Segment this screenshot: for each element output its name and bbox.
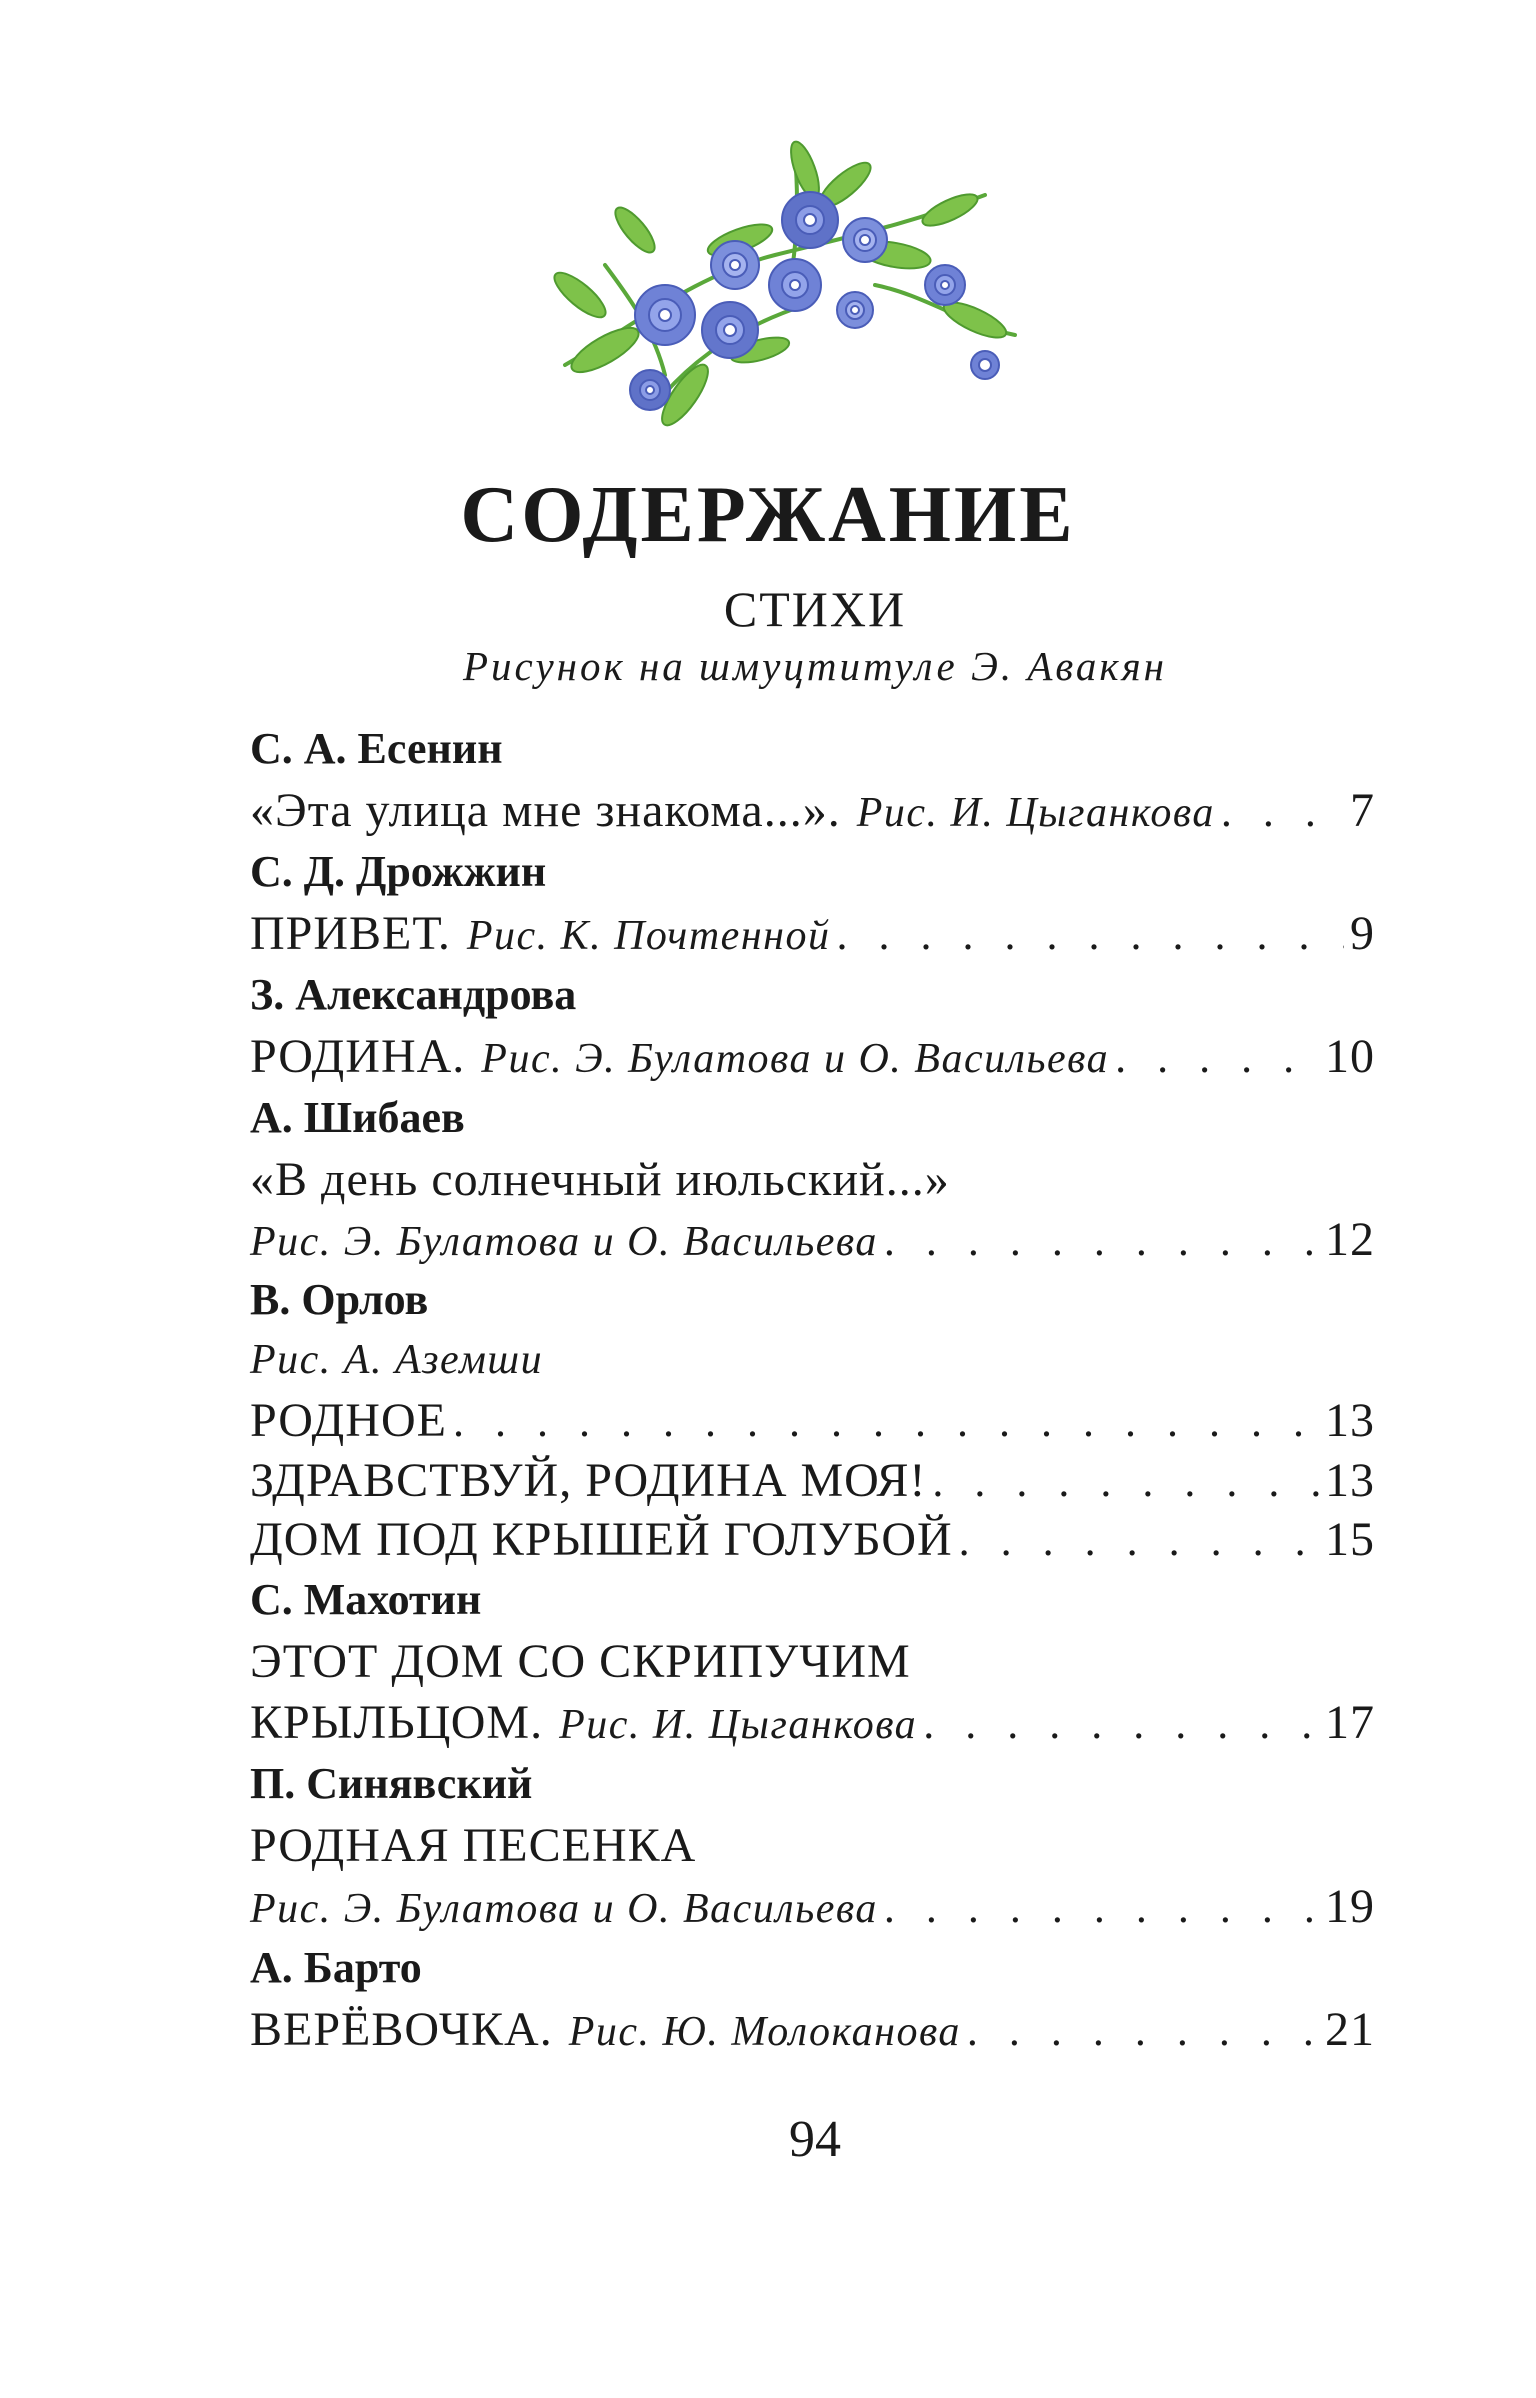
toc-leader-dots bbox=[932, 1452, 1319, 1511]
toc-entry bbox=[250, 1149, 1375, 1210]
toc-leader-dots bbox=[884, 1211, 1319, 1270]
toc-page-number: 7 bbox=[1350, 784, 1375, 837]
toc-leader-dots bbox=[923, 1693, 1319, 1754]
forget-me-not-flowers-icon bbox=[545, 135, 1035, 445]
toc-entry bbox=[250, 1331, 1375, 1390]
toc-entry-credit: Рис. Э. Булатова и О. Васильева bbox=[250, 1886, 878, 1932]
toc-entry bbox=[250, 1876, 1375, 1937]
toc-entry-credit: Рис. Э. Булатова и О. Васильева bbox=[481, 1036, 1110, 1082]
toc-entry bbox=[250, 1210, 1375, 1269]
toc-entry bbox=[250, 1692, 1375, 1753]
toc-entry-title: «В день солнечный июльский...» bbox=[250, 1153, 950, 1206]
toc-page-number: 9 bbox=[1350, 907, 1375, 960]
toc-leader-dots bbox=[1221, 781, 1344, 842]
toc-entry-title: РОДИНА. bbox=[250, 1030, 466, 1083]
toc-page-number: 10 bbox=[1325, 1030, 1375, 1083]
toc-entry-credit: Рис. Ю. Молоканова bbox=[568, 2009, 961, 2055]
toc-entry bbox=[250, 1451, 1375, 1510]
toc-entry bbox=[250, 1026, 1375, 1087]
toc-entry bbox=[250, 1390, 1375, 1451]
toc-entry bbox=[250, 1815, 1375, 1876]
toc-entry-credit: Рис. И. Цыганкова bbox=[856, 790, 1215, 836]
page-number: 94 bbox=[789, 2111, 841, 2168]
toc-entry-credit: Рис. И. Цыганкова bbox=[559, 1702, 918, 1748]
toc-leader-dots bbox=[837, 904, 1345, 965]
toc-entry-title: КРЫЛЬЦОМ. bbox=[250, 1696, 544, 1749]
toc-entry bbox=[250, 903, 1375, 964]
toc-entry bbox=[250, 1631, 1375, 1692]
toc-page-number: 17 bbox=[1325, 1696, 1375, 1749]
toc-page-number: 19 bbox=[1325, 1880, 1375, 1933]
toc-leader-dots bbox=[1115, 1027, 1319, 1088]
toc-leader-dots bbox=[967, 2000, 1319, 2061]
toc-page-number: 13 bbox=[1325, 1454, 1375, 1507]
toc-author: З. Александрова bbox=[250, 970, 577, 1019]
page-title: СОДЕРЖАНИЕ bbox=[460, 471, 1076, 559]
toc-leader-dots bbox=[959, 1511, 1319, 1570]
toc-entry-title: ПРИВЕТ. bbox=[250, 907, 451, 960]
toc-author: П. Синявский bbox=[250, 1759, 533, 1808]
toc-entry-title: «Эта улица мне знакома...». bbox=[250, 784, 841, 837]
toc-entry-title: РОДНОЕ bbox=[250, 1394, 447, 1447]
toc-page-number: 12 bbox=[1325, 1213, 1375, 1266]
toc-author: В. Орлов bbox=[250, 1275, 429, 1324]
toc-entry bbox=[250, 1999, 1375, 2060]
table-of-contents bbox=[250, 718, 1375, 2060]
toc-page-number: 13 bbox=[1325, 1394, 1375, 1447]
toc-entry-credit: Рис. А. Аземши bbox=[250, 1337, 544, 1383]
toc-author: С. А. Есенин bbox=[250, 724, 503, 773]
toc-entry-credit: Рис. К. Почтенной bbox=[466, 913, 831, 959]
toc-author: А. Шибаев bbox=[250, 1093, 465, 1142]
toc-leader-dots bbox=[453, 1391, 1319, 1452]
toc-entry bbox=[250, 1510, 1375, 1569]
section-credit: Рисунок на шмуцтитуле Э. Авакян bbox=[463, 643, 1167, 689]
toc-entry-credit: Рис. Э. Булатова и О. Васильева bbox=[250, 1219, 878, 1265]
toc-author: С. Махотин bbox=[250, 1575, 482, 1624]
toc-entry-title: ЭТОТ ДОМ СО СКРИПУЧИМ bbox=[250, 1635, 911, 1688]
toc-entry-title: РОДНАЯ ПЕСЕНКА bbox=[250, 1819, 697, 1872]
toc-entry-title: ДОМ ПОД КРЫШЕЙ ГОЛУБОЙ bbox=[250, 1513, 953, 1566]
toc-entry bbox=[250, 780, 1375, 841]
toc-author: А. Барто bbox=[250, 1943, 422, 1992]
section-heading: СТИХИ bbox=[723, 581, 907, 637]
toc-page-number: 21 bbox=[1325, 2003, 1375, 2056]
toc-leader-dots bbox=[884, 1877, 1319, 1938]
toc-entry-title: ВЕРЁВОЧКА. bbox=[250, 2003, 553, 2056]
toc-entry-title: ЗДРАВСТВУЙ, РОДИНА МОЯ! bbox=[250, 1454, 927, 1507]
toc-page-number: 15 bbox=[1325, 1513, 1375, 1566]
toc-author: С. Д. Дрожжин bbox=[250, 847, 547, 896]
